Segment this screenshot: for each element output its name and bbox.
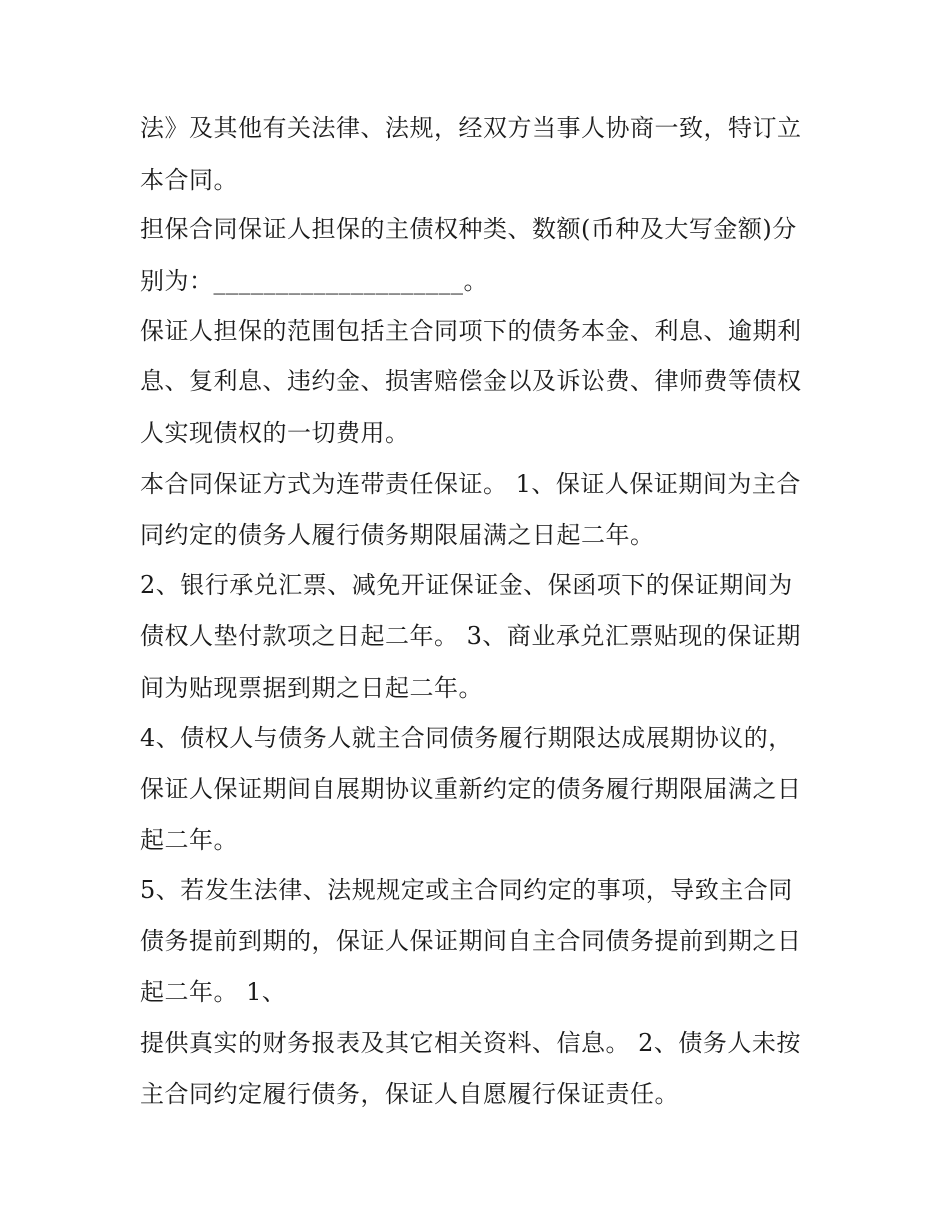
- text-line: 法》及其他有关法律、法规，经双方当事人协商一致，特订立: [140, 114, 802, 142]
- text-line: 2、银行承兑汇票、减免开证保证金、保函项下的保证期间为: [140, 571, 793, 599]
- text-line: 主合同约定履行债务，保证人自愿履行保证责任。: [140, 1080, 679, 1108]
- text-line: 别为：____________________。: [140, 267, 488, 295]
- text-line: 人实现债权的一切费用。: [140, 419, 410, 447]
- text-line: 债权人垫付款项之日起二年。 3、商业承兑汇票贴现的保证期: [140, 622, 801, 650]
- text-line: 保证人担保的范围包括主合同项下的债务本金、利息、逾期利: [140, 317, 802, 345]
- text-line: 4、债权人与债务人就主合同债务履行期限达成展期协议的，: [140, 724, 793, 752]
- text-line: 本合同。: [140, 166, 238, 194]
- text-line: 起二年。 1、: [140, 978, 287, 1006]
- text-line: 债务提前到期的，保证人保证期间自主合同债务提前到期之日: [140, 927, 802, 955]
- text-line: 起二年。: [140, 826, 238, 854]
- text-line: 间为贴现票据到期之日起二年。: [140, 674, 483, 702]
- text-line: 担保合同保证人担保的主债权种类、数额(币种及大写金额)分: [140, 215, 797, 243]
- text-line: 息、复利息、违约金、损害赔偿金以及诉讼费、律师费等债权: [140, 367, 802, 395]
- text-line: 本合同保证方式为连带责任保证。 1、保证人保证期间为主合: [140, 470, 801, 498]
- text-line: 同约定的债务人履行债务期限届满之日起二年。: [140, 521, 655, 549]
- text-line: 保证人保证期间自展期协议重新约定的债务履行期限届满之日: [140, 775, 802, 803]
- text-line: 提供真实的财务报表及其它相关资料、信息。 2、债务人未按: [140, 1029, 801, 1057]
- text-line: 5、若发生法律、法规规定或主合同约定的事项，导致主合同: [140, 876, 793, 904]
